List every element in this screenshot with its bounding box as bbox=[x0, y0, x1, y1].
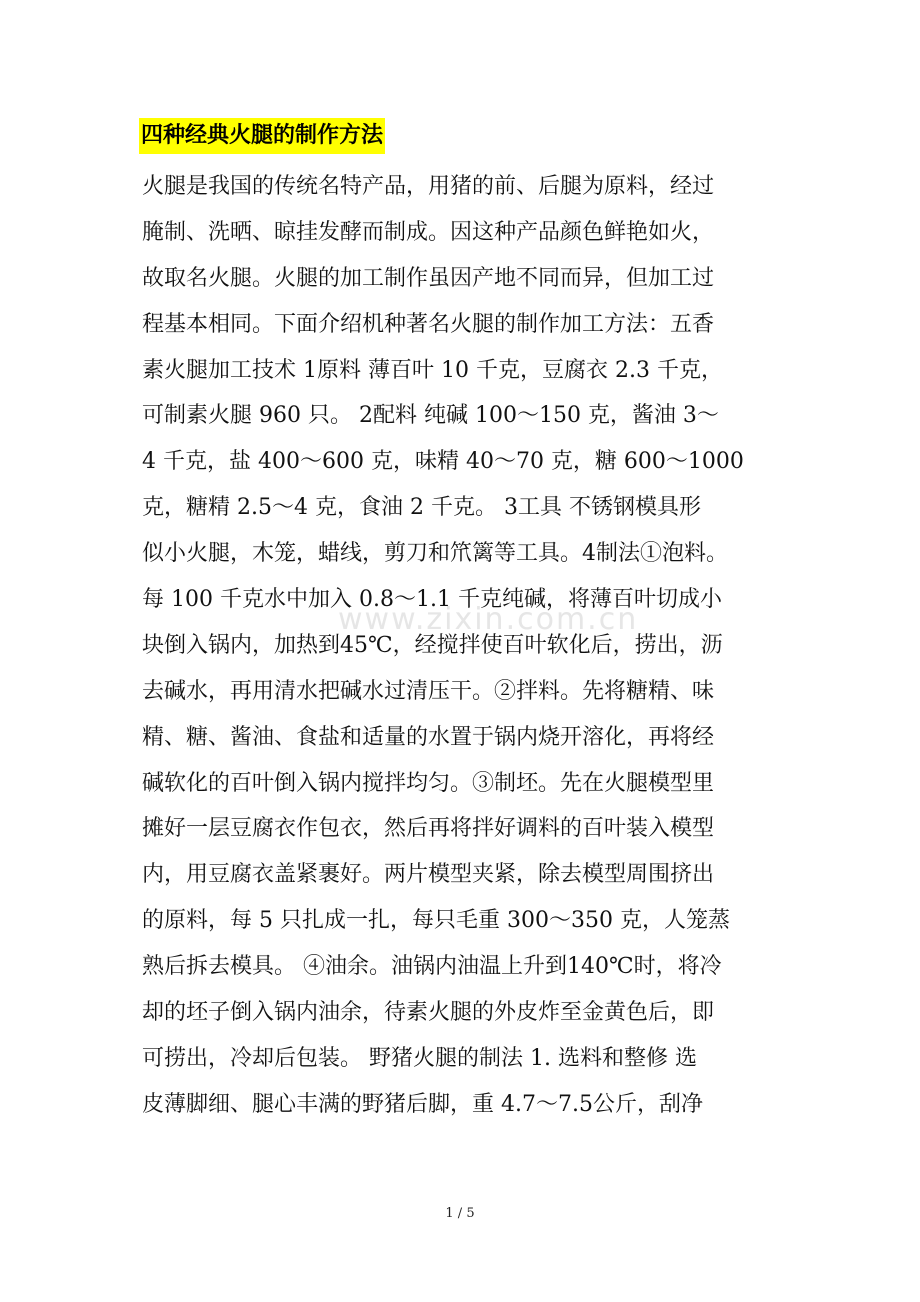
body-line: 火腿是我国的传统名特产品，用猪的前、后腿为原料，经过 bbox=[142, 174, 715, 199]
body-line: 却的坯子倒入锅内油余，待素火腿的外皮炸至金黄色后，即 bbox=[142, 1000, 715, 1026]
body-line: 摊好一层豆腐衣作包衣，然后再将拌好调料的百叶装入模型 bbox=[142, 816, 715, 842]
body-line: 克，糖精 2.5～4 克，食油 2 千克。 3工具 不锈钢模具形 bbox=[142, 495, 701, 521]
body-line: 可制素火腿 960 只。 2配料 纯碱 100～150 克，酱油 3～ bbox=[142, 403, 719, 429]
body-line: 碱软化的百叶倒入锅内搅拌均匀。③制坯。先在火腿模型里 bbox=[142, 770, 715, 796]
body-line: 熟后拆去模具。 ④油余。油锅内油温上升到140℃时，将冷 bbox=[142, 954, 722, 980]
body-line: 内，用豆腐衣盖紧裹好。两片模型夹紧，除去模型周围挤出 bbox=[142, 862, 715, 888]
body-line: 块倒入锅内，加热到45℃，经搅拌使百叶软化后，捞出，沥 bbox=[142, 632, 723, 658]
body-line: 腌制、洗晒、晾挂发酵而制成。因这种产品颜色鲜艳如火， bbox=[142, 219, 715, 245]
watermark: www.zixin.com.cn bbox=[338, 602, 639, 637]
body-line: 去碱水，再用清水把碱水过清压干。②拌料。先将糖精、味 bbox=[142, 678, 715, 704]
body-line: 故取名火腿。火腿的加工制作虽因产地不同而异，但加工过 bbox=[142, 265, 715, 291]
body-line: 每 100 千克水中加入 0.8～1.1 千克纯碱，将薄百叶切成小 bbox=[142, 587, 722, 613]
document-body bbox=[142, 164, 822, 1128]
body-line: 程基本相同。下面介绍机种著名火腿的制作加工方法：五香 bbox=[142, 311, 715, 337]
body-line: 素火腿加工技术 1原料 薄百叶 10 千克，豆腐衣 2.3 千克， bbox=[142, 357, 723, 383]
page-number: 1 / 5 bbox=[445, 1206, 475, 1221]
body-line: 皮薄脚细、腿心丰满的野猪后脚，重 4.7～7.5公斤，刮净 bbox=[142, 1091, 703, 1117]
body-line: 似小火腿，木笼，蜡线，剪刀和笊篱等工具。4制法①泡料。 bbox=[142, 541, 728, 567]
body-line: 可捞出，冷却后包装。 野猪火腿的制法 1. 选料和整修 选 bbox=[142, 1045, 697, 1071]
body-line: 4 千克，盐 400～600 克，味精 40～70 克，糖 600～1000 bbox=[142, 449, 744, 475]
body-line: 的原料，每 5 只扎成一扎，每只毛重 300～350 克，人笼蒸 bbox=[142, 908, 730, 934]
document-title: 四种经典火腿的制作方法 bbox=[139, 118, 385, 154]
body-line: 精、糖、酱油、食盐和适量的水置于锅内烧开溶化，再将经 bbox=[142, 724, 715, 750]
